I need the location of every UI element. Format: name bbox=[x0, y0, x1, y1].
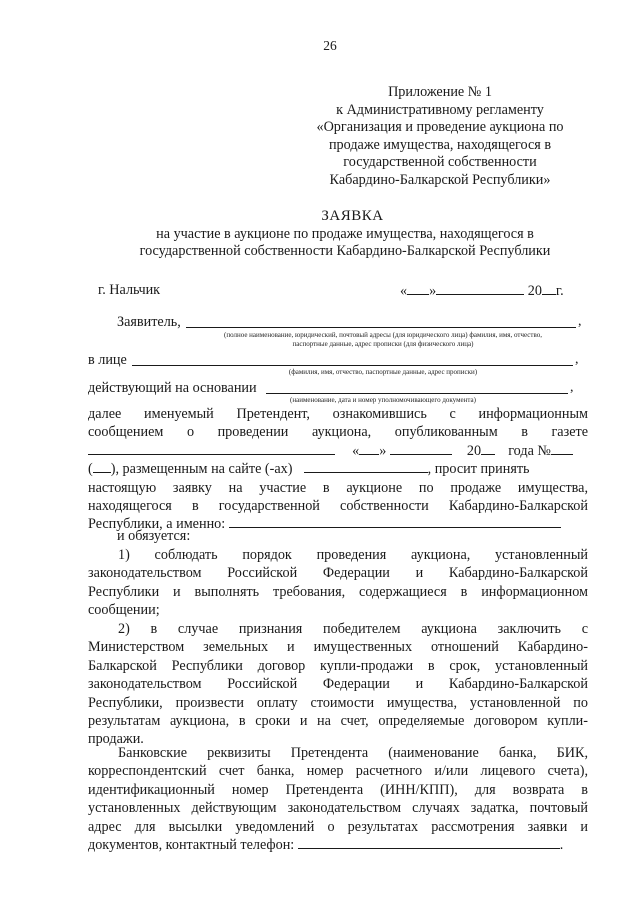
obligation-line: законодательством Российской Федерации и Кабардино-Балкарской bbox=[88, 565, 588, 582]
bank-line: адрес для высылки уведомлений о результатах рассмотрения заявки и bbox=[88, 818, 588, 835]
applicant-hint-1: (полное наименование, юридический, почтовый адресы (для юридического лица) фамилия, имя, отчество, bbox=[224, 331, 542, 339]
paragraph-line: сообщением о проведении аукциона, опубликованным в газете bbox=[88, 424, 588, 441]
pub-paren-open: ( bbox=[88, 461, 93, 478]
phone-label: документов, контактный телефон: bbox=[88, 837, 295, 854]
document-title: ЗАЯВКА bbox=[321, 208, 384, 224]
obliges-label: и обязуется: bbox=[117, 528, 191, 544]
date-close-quote: » bbox=[429, 283, 437, 299]
obligation-1 bbox=[88, 546, 588, 620]
website-line bbox=[88, 460, 588, 478]
obligation-line: сообщении; bbox=[88, 602, 160, 619]
paragraph-line: находящегося в государственной собственности Кабардино-Балкарской bbox=[88, 498, 588, 515]
obligation-2 bbox=[88, 620, 588, 749]
basis-hint: (наименование, дата и номер уполномочивающего документа) bbox=[290, 396, 476, 404]
pub-number-label: года № bbox=[508, 442, 551, 459]
subtitle-line: на участие в аукционе по продаже имущества, находящегося в bbox=[156, 226, 534, 242]
pub-open-quote: « bbox=[352, 442, 360, 459]
person-comma: , bbox=[575, 352, 579, 367]
property-label: Республики, а именно: bbox=[88, 516, 226, 533]
obligation-line: Республики и выполнять требования, содержащиеся в информационном bbox=[88, 583, 588, 600]
property-field[interactable] bbox=[229, 515, 561, 528]
day-blank[interactable] bbox=[407, 282, 429, 295]
website-label: ), размещенным на сайте (-ах) bbox=[110, 461, 293, 478]
basis-field[interactable] bbox=[266, 380, 568, 394]
bank-line: идентификационный номер Претендента (ИНН/КПП), для возврата в bbox=[88, 781, 588, 798]
phone-end: . bbox=[559, 837, 564, 854]
pub-close-quote: » bbox=[379, 442, 387, 459]
appendix-line: к Административному регламенту bbox=[336, 101, 544, 118]
bank-line: Банковские реквизиты Претендента (наименование банка, БИК, bbox=[118, 745, 588, 761]
applicant-hint-2: паспортные данные, адрес прописки (для физического лица) bbox=[292, 340, 474, 348]
person-hint: (фамилия, имя, отчество, паспортные данные, адрес прописки) bbox=[288, 368, 478, 376]
obligation-line: продажи. bbox=[88, 731, 144, 748]
bank-line: корреспондентский счет банка, номер расчетного и/или лицевого счета), bbox=[88, 763, 588, 780]
place-label: г. Нальчик bbox=[98, 282, 161, 298]
obligation-line: результатам аукциона, в сроки и на счет, определяемые договором купли- bbox=[88, 713, 588, 730]
year-prefix: 20 bbox=[527, 283, 542, 299]
pub-month-field[interactable] bbox=[390, 442, 452, 455]
pub-year-prefix: 20 bbox=[466, 442, 482, 459]
appendix-line: «Организация и проведение аукциона по bbox=[316, 119, 564, 135]
date-field bbox=[400, 282, 564, 300]
appendix-line: государственной собственности bbox=[343, 154, 537, 170]
phone-field[interactable] bbox=[298, 836, 560, 849]
document-subtitle bbox=[95, 226, 595, 260]
appendix-line: Приложение № 1 bbox=[388, 84, 492, 100]
phone-line bbox=[88, 836, 588, 854]
paragraph-line: настоящую заявку на участие в аукционе по продаже имущества, bbox=[88, 479, 588, 496]
basis-label: действующий на основании bbox=[88, 380, 257, 396]
pub-year-field[interactable] bbox=[481, 442, 495, 455]
newspaper-field[interactable] bbox=[88, 442, 335, 455]
obligation-line: Балкарской Республики договор купли-продажи в срок, установленный bbox=[88, 657, 588, 674]
date-open-quote: « bbox=[400, 283, 408, 299]
bank-line: установленных действующим законодательством случаях задатка, почтовый bbox=[88, 800, 588, 817]
pub-extra-field[interactable] bbox=[93, 460, 111, 473]
person-field[interactable] bbox=[132, 352, 573, 366]
newspaper-line bbox=[88, 442, 588, 460]
year-blank[interactable] bbox=[542, 282, 556, 295]
month-blank[interactable] bbox=[436, 282, 524, 295]
obligation-line: 1) соблюдать порядок проведения аукциона, установленный bbox=[118, 547, 588, 563]
request-text: , просит принять bbox=[427, 461, 530, 478]
applicant-field[interactable] bbox=[186, 314, 576, 328]
applicant-label: Заявитель, bbox=[117, 314, 181, 330]
applicant-comma: , bbox=[578, 314, 582, 329]
basis-comma: , bbox=[570, 380, 574, 395]
obligation-line: Министерством земельных и имущественных отношений Кабардино- bbox=[88, 639, 588, 656]
pub-day-field[interactable] bbox=[359, 442, 379, 455]
person-label: в лице bbox=[88, 352, 127, 368]
year-suffix: г. bbox=[555, 283, 564, 299]
appendix-line: продаже имущества, находящегося в bbox=[328, 136, 552, 153]
obligation-line: 2) в случае признания победителем аукциона заключить с bbox=[118, 621, 588, 637]
obligation-line: законодательством Российской Федерации и Кабардино-Балкарской bbox=[88, 676, 588, 693]
website-field[interactable] bbox=[304, 460, 428, 473]
claim-paragraph bbox=[88, 405, 588, 534]
appendix-line: Кабардино-Балкарской Республики» bbox=[329, 171, 551, 188]
bank-details-paragraph bbox=[88, 744, 588, 854]
paragraph-line: далее именуемый Претендент, ознакомившись с информационным bbox=[88, 406, 588, 422]
pub-number-field[interactable] bbox=[551, 442, 573, 455]
appendix-header bbox=[290, 84, 590, 189]
obligation-line: Республики, произвести оплату стоимости имущества, установленной по bbox=[88, 694, 588, 711]
page-number: 26 bbox=[323, 38, 337, 53]
subtitle-line: государственной собственности Кабардино-Балкарской Республики bbox=[139, 243, 551, 259]
